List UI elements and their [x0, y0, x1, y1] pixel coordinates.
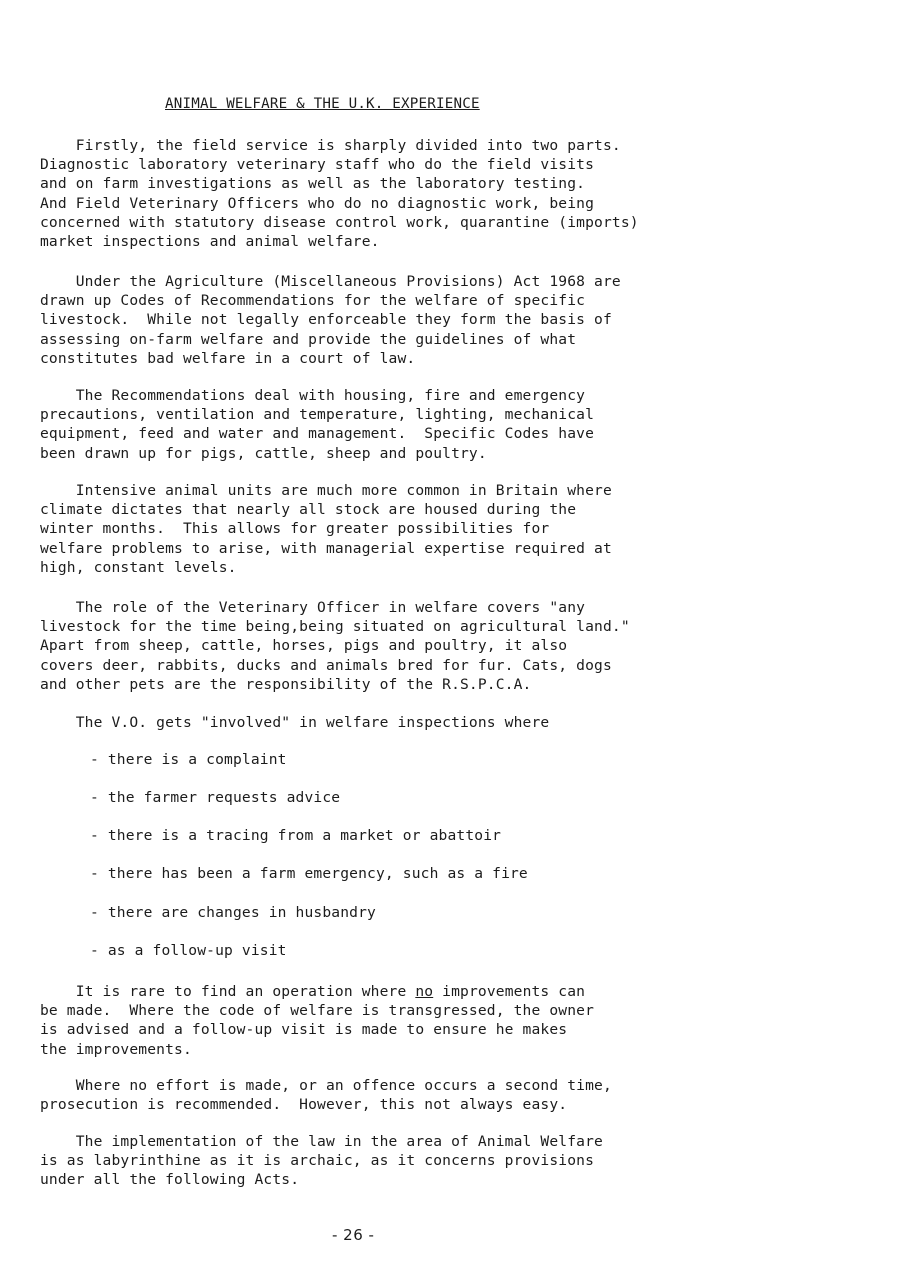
paragraph-implementation: The implementation of the law in the area of Animal Welfare is as labyrinthine as it is archaic, as it concerns provisions under all the following Acts.	[40, 1133, 603, 1189]
list-item-advice: - the farmer requests advice	[90, 789, 341, 806]
list-item-tracing: - there is a tracing from a market or abattoir	[90, 827, 502, 844]
page-number: - 26 -	[332, 1226, 375, 1244]
paragraph-prosecution: Where no effort is made, or an offence occurs a second time, prosecution is recommended. However, this not always easy.	[40, 1077, 612, 1114]
paragraph-improvements	[40, 982, 594, 1059]
paragraph-recommendations: The Recommendations deal with housing, fire and emergency precautions, ventilation and temperature, lighting, mechanical equipment, feed and water and management. Specific Codes have been drawn up for pigs, cattle, sheep and poultry.	[40, 387, 595, 462]
document-title: ANIMAL WELFARE & THE U.K. EXPERIENCE	[165, 96, 480, 112]
list-item-complaint: - there is a complaint	[90, 751, 287, 768]
paragraph-agriculture-act: Under the Agriculture (Miscellaneous Provisions) Act 1968 are drawn up Codes of Recommendations for the welfare of specific livestock. While not legally enforceable they form the basis of assessing on-farm welfare and provide the guidelines of what constitutes bad welfare in a court of law.	[40, 273, 621, 367]
paragraph-inspections-intro: The V.O. gets "involved" in welfare inspections where	[40, 714, 550, 731]
paragraph-field-service: Firstly, the field service is sharply divided into two parts. Diagnostic laboratory veterinary staff who do the field visits and on farm investigations as well as the laboratory testing. And Field Veterinary Officers who do no diagnostic work, being concerned with statutory disease control work, quarantine (imports) market inspections and animal welfare.	[40, 137, 639, 251]
list-item-emergency: - there has been a farm emergency, such as a fire	[90, 865, 528, 882]
improvements-text-after: improvements can be made. Where the code of welfare is transgressed, the owner is advised and a follow-up visit is made to ensure he makes the improvements.	[40, 983, 595, 1058]
improvements-text-before: It is rare to find an operation where	[40, 983, 416, 1000]
list-item-follow-up: - as a follow-up visit	[90, 942, 287, 959]
improvements-emphasis: no	[415, 983, 434, 1000]
list-item-husbandry: - there are changes in husbandry	[90, 904, 376, 921]
paragraph-veterinary-role: The role of the Veterinary Officer in welfare covers "any livestock for the time being,being situated on agricultural land." Apart from sheep, cattle, horses, pigs and poultry, it also covers deer, rabbits, ducks and animals bred for fur. Cats, dogs and other pets are the responsibility of the R.S.P.C.A.	[40, 599, 630, 693]
paragraph-intensive-units: Intensive animal units are much more common in Britain where climate dictates that nearly all stock are housed during the winter months. This allows for greater possibilities for welfare problems to arise, with managerial expertise required at high, constant levels.	[40, 482, 612, 576]
